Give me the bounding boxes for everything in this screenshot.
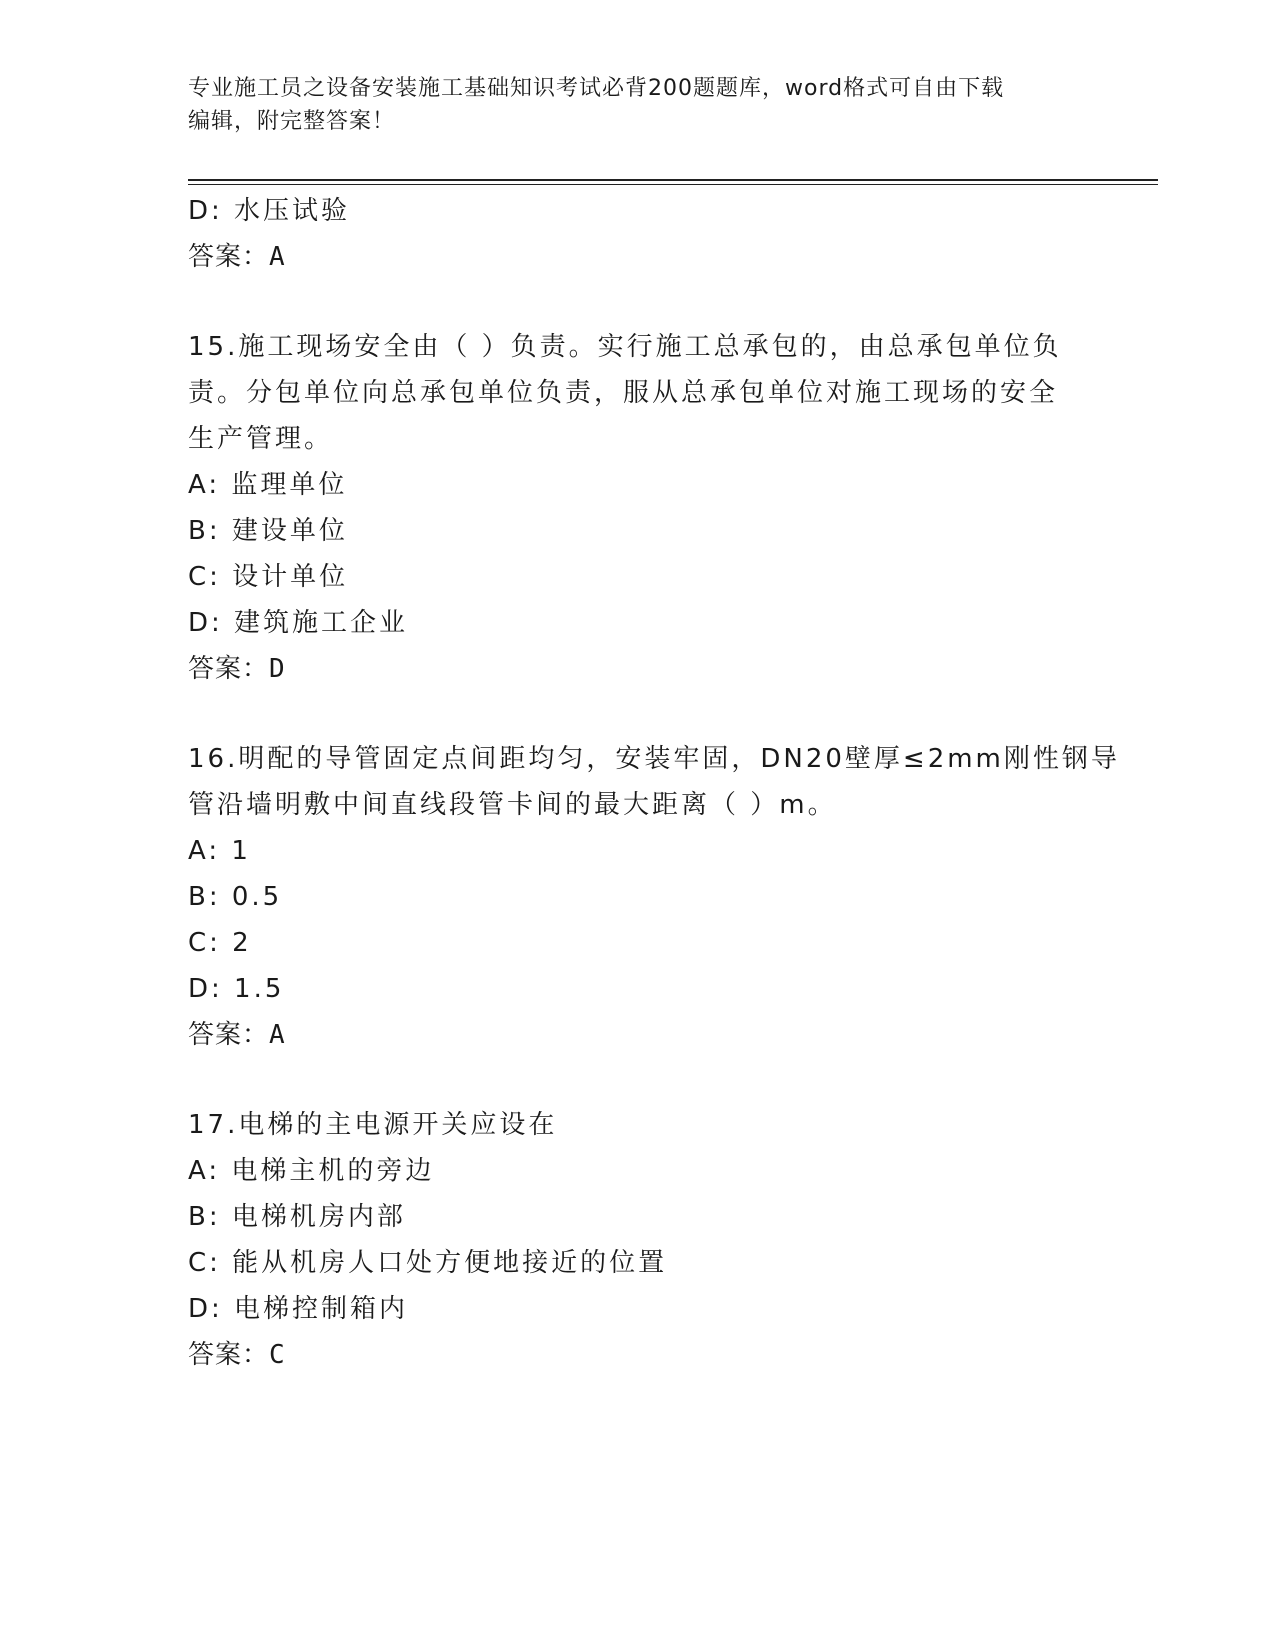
header-divider-thin [188,184,1158,185]
option-a: A: 1 [188,836,251,866]
question-line: 管沿墙明敷中间直线段管卡间的最大距离（ ）m。 [188,790,837,820]
question-text [188,324,1108,462]
header-divider-thick [188,179,1158,181]
question-17 [188,1102,1108,1378]
option-d: D: 水压试验 [188,196,351,226]
option-c: C: 能从机房人口处方便地接近的位置 [188,1248,668,1278]
option-a: A: 监理单位 [188,470,348,500]
question-text [188,1102,1108,1148]
question-line: 15.施工现场安全由（ ）负责。实行施工总承包的，由总承包单位负 [188,332,1062,362]
answer-line: 答案：A [188,1020,286,1050]
question-line: 责。分包单位向总承包单位负责，服从总承包单位对施工现场的安全 [188,378,1059,408]
question-text [188,736,1120,828]
prev-question-block [188,188,1108,280]
option-b: B: 建设单位 [188,516,348,546]
answer-line: 答案：D [188,654,286,684]
question-16 [188,736,1120,1058]
option-c: C: 设计单位 [188,562,349,592]
option-d: D: 建筑施工企业 [188,608,409,638]
answer-line: 答案：C [188,1340,286,1370]
question-line: 16.明配的导管固定点间距均匀，安装牢固，DN20壁厚≤2mm刚性钢导 [188,744,1120,774]
question-line: 17.电梯的主电源开关应设在 [188,1110,558,1140]
option-d: D: 1.5 [188,974,285,1004]
option-b: B: 0.5 [188,882,283,912]
option-c: C: 2 [188,928,252,958]
document-body [188,188,1120,1378]
question-15 [188,324,1108,692]
header-line-1: 专业施工员之设备安装施工基础知识考试必背200题题库，word格式可自由下载 [188,76,1005,101]
option-b: B: 电梯机房内部 [188,1202,406,1232]
document-header [188,72,1088,138]
option-a: A: 电梯主机的旁边 [188,1156,435,1186]
question-line: 生产管理。 [188,424,334,454]
header-line-2: 编辑，附完整答案！ [188,109,396,134]
answer-line: 答案：A [188,242,286,272]
option-d: D: 电梯控制箱内 [188,1294,409,1324]
